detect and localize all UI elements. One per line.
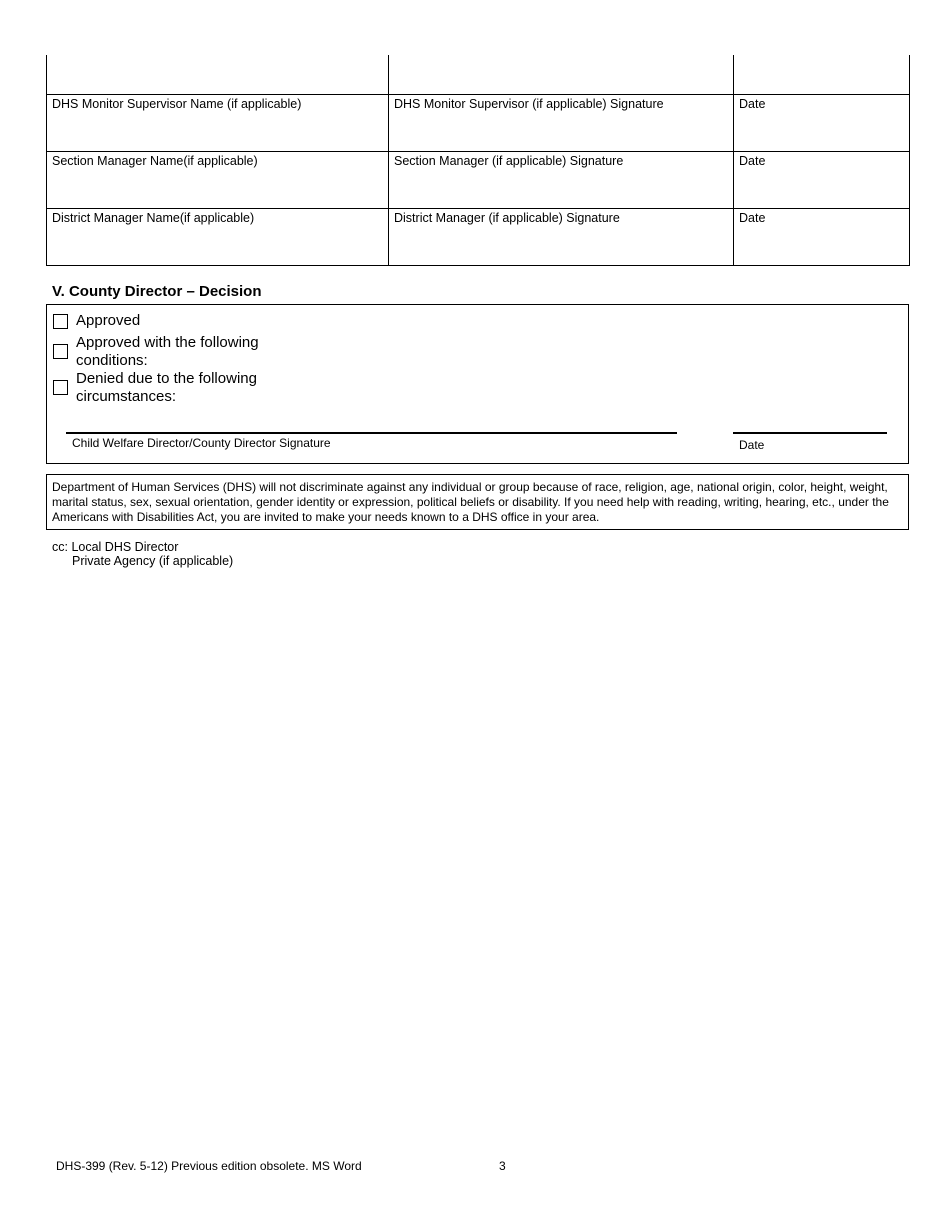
option-approved[interactable] [53,312,286,330]
name-cell[interactable]: District Manager Name(if applicable) [47,209,389,266]
page-number: 3 [499,1159,506,1173]
option-label: Denied due to the following circumstances: [76,370,257,405]
date-label: Date [739,438,765,452]
checkbox-denied[interactable] [53,380,68,395]
signature-cell[interactable] [389,55,734,95]
signature-table [46,55,910,266]
director-signature-label: Child Welfare Director/County Director Signature [72,436,331,450]
table-row [47,152,910,209]
date-cell[interactable]: Date [734,209,910,266]
cc-list [52,540,233,568]
decision-box [46,304,909,464]
table-row [47,55,910,95]
director-signature-line[interactable] [66,432,677,434]
table-row [47,95,910,152]
name-cell[interactable] [47,55,389,95]
option-approved-with-conditions[interactable] [53,334,286,370]
cc-line: Private Agency (if applicable) [72,554,234,568]
section-title: V. County Director – Decision [52,283,262,300]
table-row [47,209,910,266]
checkbox-approved[interactable] [53,314,68,329]
date-cell[interactable]: Date [734,152,910,209]
name-cell[interactable]: Section Manager Name(if applicable) [47,152,389,209]
signature-cell[interactable]: DHS Monitor Supervisor (if applicable) Signature [389,95,734,152]
date-cell[interactable] [734,55,910,95]
non-discrimination-notice: Department of Human Services (DHS) will not discriminate against any individual or group because of race, religion, age, national origin, color, height, weight, marital status, sex, sexual orientation, gender identity or expression, political beliefs or disability. If you need help with reading, writing, hearing, etc., under the Americans with Disabilities Act, you are invited to make your needs known to a DHS office in your area. [46,474,909,530]
option-label: Approved with the following conditions: [76,334,259,369]
option-denied[interactable] [53,370,286,406]
signature-cell[interactable]: Section Manager (if applicable) Signature [389,152,734,209]
signature-cell[interactable]: District Manager (if applicable) Signature [389,209,734,266]
date-line[interactable] [733,432,887,434]
checkbox-approved-with-conditions[interactable] [53,344,68,359]
form-identifier: DHS-399 (Rev. 5-12) Previous edition obsolete. MS Word [56,1159,362,1173]
cc-line: cc: Local DHS Director [52,540,179,554]
name-cell[interactable]: DHS Monitor Supervisor Name (if applicable) [47,95,389,152]
date-cell[interactable]: Date [734,95,910,152]
option-label: Approved [76,312,141,329]
